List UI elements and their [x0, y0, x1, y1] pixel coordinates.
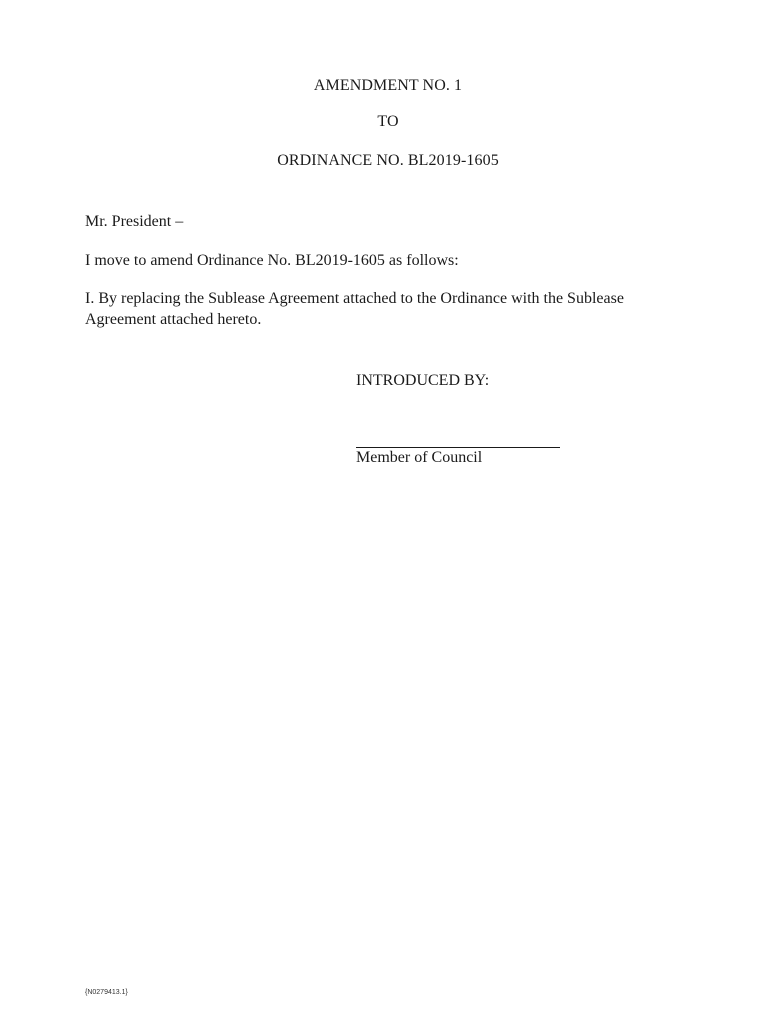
signature-line [356, 447, 560, 448]
motion-text: I move to amend Ordinance No. BL2019-1605 as follows: [85, 252, 459, 269]
ordinance-number: ORDINANCE NO. BL2019-1605 [277, 152, 499, 169]
signature-title: Member of Council [356, 449, 483, 466]
document-id: {N0279413.1} [85, 989, 128, 996]
amendment-title-to: TO [377, 113, 399, 130]
introduced-by-label: INTRODUCED BY: [356, 372, 490, 389]
amendment-title: AMENDMENT NO. 1 [313, 77, 463, 94]
salutation: Mr. President – [85, 213, 184, 230]
amendment-item: I. By replacing the Sublease Agreement attached to the Ordinance with the Sublease Agreement attached hereto. [85, 290, 624, 328]
